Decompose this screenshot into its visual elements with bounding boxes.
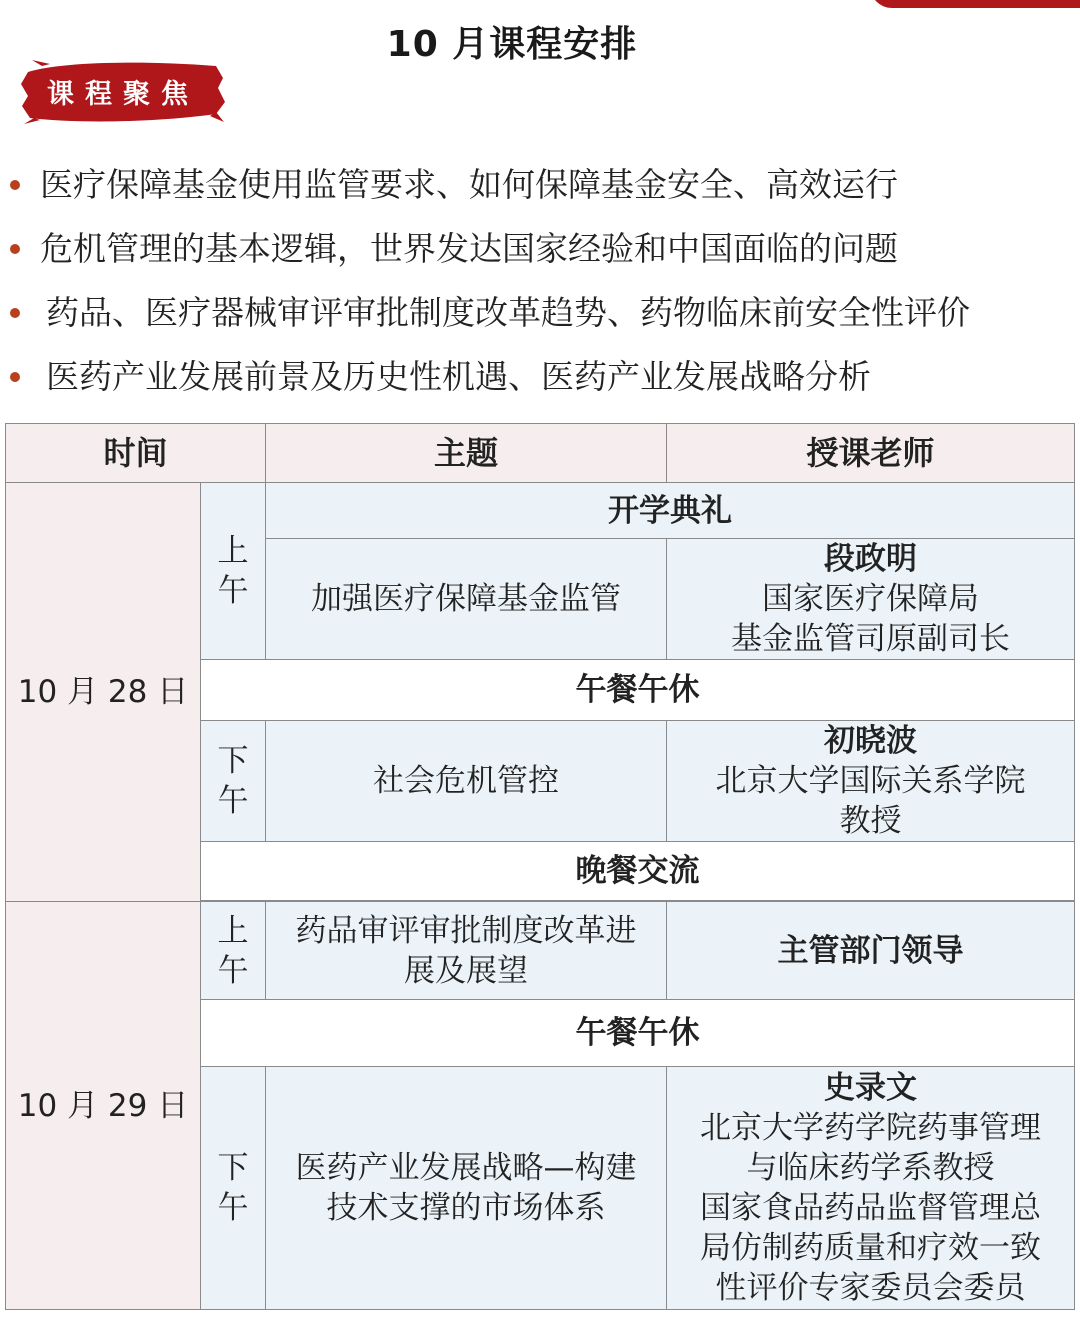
teacher-cell: 主管部门领导 [667, 902, 1075, 1000]
header-teacher: 授课老师 [667, 424, 1075, 483]
teacher-title: 与临床药学系教授 [746, 1150, 995, 1186]
lunch-break: 午餐午休 [201, 1000, 1075, 1067]
header-topic: 主题 [266, 424, 667, 483]
opening-ceremony: 开学典礼 [266, 483, 1075, 539]
teacher-title: 局仿制药质量和疗效一致 [700, 1230, 1042, 1266]
teacher-cell [667, 1067, 1075, 1310]
period-pm-day2: 下午 [201, 1067, 266, 1310]
table-row [6, 483, 1075, 539]
teacher-title: 教授 [839, 803, 902, 839]
bullet-dot [10, 372, 20, 382]
teacher-title: 性评价专家委员会委员 [715, 1270, 1026, 1306]
bullet-text: 危机管理的基本逻辑，世界发达国家经验和中国面临的问题 [40, 229, 898, 268]
date-cell-day1: 10 月 28 日 [6, 483, 201, 902]
period-am-day2: 上午 [201, 902, 266, 1000]
decorative-red-arc [870, 0, 1080, 8]
teacher-title: 北京大学药学院药事管理 [700, 1110, 1042, 1146]
lunch-break: 午餐午休 [201, 660, 1075, 721]
teacher-title: 国家医疗保障局 [762, 581, 980, 617]
page-title: 10 月课程安排 [386, 24, 638, 65]
teacher-title: 北京大学国际关系学院 [715, 763, 1026, 799]
teacher-title: 基金监管司原副司长 [731, 621, 1011, 657]
topic-cell: 加强医疗保障基金监管 [266, 539, 667, 660]
topic-cell: 药品审评审批制度改革进 展及展望 [266, 902, 667, 1000]
period-pm-day1: 下午 [201, 721, 266, 842]
topic-cell: 医药产业发展战略—构建 技术支撑的市场体系 [266, 1067, 667, 1310]
badge-label: 课程聚焦 [47, 79, 199, 110]
teacher-cell [667, 721, 1075, 842]
date-cell-day2: 10 月 29 日 [6, 902, 201, 1310]
bullet-dot [10, 244, 20, 254]
table-header-row [6, 424, 1075, 483]
bullet-item [10, 352, 1075, 416]
bullet-dot [10, 180, 20, 190]
topic-cell: 社会危机管控 [266, 721, 667, 842]
bullet-item [10, 288, 1075, 352]
header-time: 时间 [6, 424, 266, 483]
bullet-text: 医药产业发展前景及历史性机遇、医药产业发展战略分析 [46, 357, 871, 396]
dinner-exchange: 晚餐交流 [201, 842, 1075, 901]
period-am-day1: 上午 [201, 483, 266, 660]
table-row [6, 902, 1075, 1000]
teacher-cell [667, 539, 1075, 660]
bullet-dot [10, 308, 20, 318]
teacher-title: 国家食品药品监督管理总 [700, 1190, 1042, 1226]
bullet-text: 药品、医疗器械审评审批制度改革趋势、药物临床前安全性评价 [46, 293, 970, 332]
bullet-item [10, 160, 1075, 224]
schedule-table [5, 423, 1075, 1310]
bullet-item [10, 224, 1075, 288]
focus-bullet-list [10, 160, 1075, 416]
bullet-text: 医疗保障基金使用监管要求、如何保障基金安全、高效运行 [40, 165, 898, 204]
teacher-name: 初晓波 [824, 723, 918, 759]
section-badge [20, 58, 226, 126]
teacher-name: 段政明 [824, 541, 918, 577]
teacher-name: 史录文 [824, 1070, 918, 1106]
